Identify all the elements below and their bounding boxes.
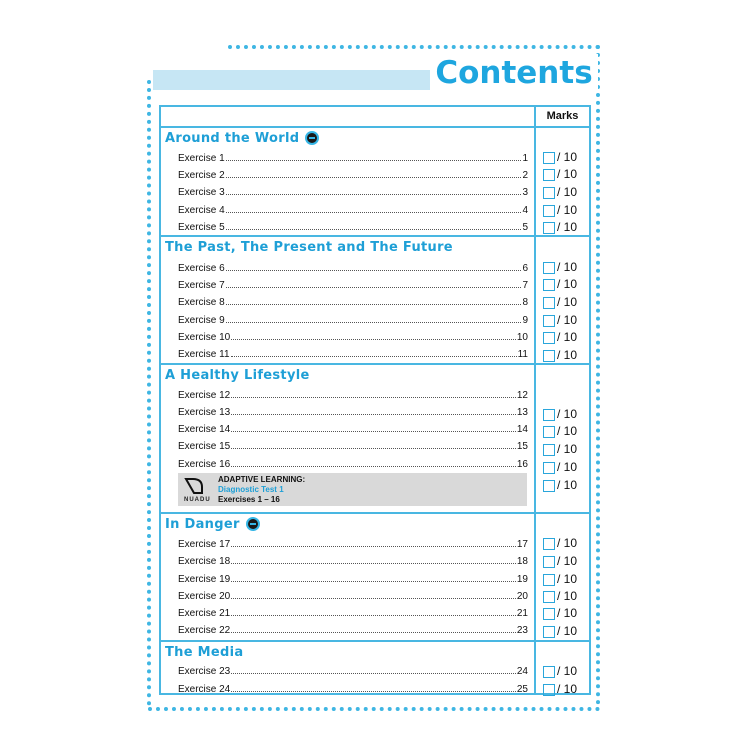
exercise-label: Exercise 5 [178, 222, 225, 233]
page-number: 16 [516, 459, 528, 470]
exercise-label: Exercise 9 [178, 315, 225, 326]
page-number: 20 [516, 591, 528, 602]
exercise-row [178, 310, 528, 326]
mark-checkbox[interactable] [543, 426, 555, 438]
exercise-row [178, 292, 528, 308]
exercise-label: Exercise 21 [178, 608, 231, 619]
exercise-row [178, 402, 528, 418]
dot-leader [231, 632, 516, 633]
exercise-label: Exercise 18 [178, 556, 231, 567]
marks-column-divider [534, 105, 536, 695]
mark-entry [543, 552, 593, 568]
mark-entry [543, 440, 593, 456]
section-title-text: In Danger [165, 517, 240, 532]
exercise-label: Exercise 10 [178, 332, 231, 343]
exercise-row [178, 586, 528, 602]
exercise-row [178, 258, 528, 274]
mark-entry [543, 405, 593, 421]
dot-leader [231, 466, 516, 467]
page-number: 1 [522, 153, 528, 164]
section-title-text: The Past, The Present and The Future [165, 240, 453, 255]
exercise-row [178, 385, 528, 401]
mark-entry [543, 476, 593, 492]
section-divider [159, 363, 591, 365]
mark-out-of: / 10 [557, 185, 578, 199]
adaptive-heading: ADAPTIVE LEARNING: [218, 475, 306, 484]
mark-checkbox[interactable] [543, 462, 555, 474]
mark-out-of: / 10 [557, 295, 578, 309]
page-number: 15 [516, 441, 528, 452]
page-title: Contents [430, 54, 598, 92]
exercise-row [178, 200, 528, 216]
mark-checkbox[interactable] [543, 350, 555, 362]
page-number: 24 [516, 666, 528, 677]
section-title-text: A Healthy Lifestyle [165, 368, 310, 383]
section-divider [159, 640, 591, 642]
mark-out-of: / 10 [557, 536, 578, 550]
mark-out-of: / 10 [557, 589, 578, 603]
dot-leader [231, 339, 516, 340]
mark-checkbox[interactable] [543, 332, 555, 344]
page-number: 2 [522, 170, 528, 181]
page-number: 21 [516, 608, 528, 619]
globe-icon [246, 517, 260, 531]
exercise-row [178, 344, 528, 360]
exercise-label: Exercise 6 [178, 263, 225, 274]
mark-entry [543, 587, 593, 603]
section-title [165, 645, 243, 660]
page-number: 14 [516, 424, 528, 435]
exercise-label: Exercise 20 [178, 591, 231, 602]
mark-checkbox[interactable] [543, 480, 555, 492]
mark-checkbox[interactable] [543, 574, 555, 586]
exercise-row [178, 534, 528, 550]
mark-entry [543, 183, 593, 199]
exercise-row [178, 165, 528, 181]
mark-checkbox[interactable] [543, 608, 555, 620]
mark-out-of: / 10 [557, 478, 578, 492]
section-title [165, 517, 260, 532]
mark-out-of: / 10 [557, 277, 578, 291]
dot-leader [226, 212, 522, 213]
mark-out-of: / 10 [557, 424, 578, 438]
dot-leader [231, 356, 517, 357]
page-number: 17 [516, 539, 528, 550]
mark-checkbox[interactable] [543, 222, 555, 234]
dot-leader [226, 322, 522, 323]
exercise-label: Exercise 2 [178, 170, 225, 181]
mark-out-of: / 10 [557, 624, 578, 638]
dot-leader [226, 229, 522, 230]
dotted-border-right [596, 45, 604, 705]
mark-out-of: / 10 [557, 220, 578, 234]
exercise-label: Exercise 23 [178, 666, 231, 677]
mark-entry [543, 258, 593, 274]
exercise-label: Exercise 22 [178, 625, 231, 636]
dot-leader [231, 673, 516, 674]
dot-leader [231, 563, 516, 564]
adaptive-learning-box [178, 473, 527, 506]
dot-leader [231, 615, 516, 616]
section-title [165, 240, 453, 255]
mark-checkbox[interactable] [543, 187, 555, 199]
mark-out-of: / 10 [557, 407, 578, 421]
adaptive-exercises: Exercises 1 – 16 [218, 495, 280, 504]
mark-entry [543, 458, 593, 474]
exercise-label: Exercise 17 [178, 539, 231, 550]
mark-out-of: / 10 [557, 606, 578, 620]
mark-out-of: / 10 [557, 554, 578, 568]
nuadu-logo-icon [184, 477, 204, 495]
dot-leader [231, 448, 516, 449]
exercise-label: Exercise 19 [178, 574, 231, 585]
mark-entry [543, 422, 593, 438]
page-number: 10 [516, 332, 528, 343]
mark-checkbox[interactable] [543, 205, 555, 217]
exercise-row [178, 454, 528, 470]
exercise-label: Exercise 1 [178, 153, 225, 164]
exercise-row [178, 327, 528, 343]
page-number: 5 [522, 222, 528, 233]
exercise-label: Exercise 7 [178, 280, 225, 291]
mark-entry [543, 275, 593, 291]
exercise-label: Exercise 4 [178, 205, 225, 216]
exercise-row [178, 551, 528, 567]
section-divider [159, 235, 591, 237]
mark-entry [543, 311, 593, 327]
mark-checkbox[interactable] [543, 169, 555, 181]
mark-checkbox[interactable] [543, 279, 555, 291]
dotted-border-top [228, 45, 600, 54]
mark-checkbox[interactable] [543, 538, 555, 550]
mark-out-of: / 10 [557, 442, 578, 456]
mark-entry [543, 293, 593, 309]
mark-out-of: / 10 [557, 330, 578, 344]
mark-entry [543, 680, 593, 696]
header-divider [159, 126, 591, 128]
mark-out-of: / 10 [557, 167, 578, 181]
mark-entry [543, 148, 593, 164]
exercise-row [178, 275, 528, 291]
mark-entry [543, 604, 593, 620]
globe-icon [305, 131, 319, 145]
dot-leader [231, 431, 516, 432]
mark-out-of: / 10 [557, 150, 578, 164]
adaptive-brand: NUADU [184, 497, 211, 503]
mark-out-of: / 10 [557, 682, 578, 696]
exercise-row [178, 436, 528, 452]
adaptive-subtitle: Diagnostic Test 1 [218, 485, 284, 494]
dot-leader [226, 194, 522, 195]
section-title [165, 131, 319, 146]
mark-entry [543, 570, 593, 586]
exercise-label: Exercise 24 [178, 684, 231, 695]
mark-out-of: / 10 [557, 260, 578, 274]
dot-leader [226, 287, 522, 288]
mark-checkbox[interactable] [543, 297, 555, 309]
mark-entry [543, 662, 593, 678]
mark-checkbox[interactable] [543, 591, 555, 603]
dot-leader [226, 177, 522, 178]
exercise-row [178, 148, 528, 164]
page-number: 6 [522, 263, 528, 274]
exercise-label: Exercise 8 [178, 297, 225, 308]
exercise-row [178, 603, 528, 619]
page-number: 19 [516, 574, 528, 585]
mark-entry [543, 165, 593, 181]
mark-out-of: / 10 [557, 460, 578, 474]
page-number: 18 [516, 556, 528, 567]
mark-out-of: / 10 [557, 664, 578, 678]
dot-leader [231, 598, 516, 599]
exercise-row [178, 679, 528, 695]
section-title-text: The Media [165, 645, 244, 660]
page-number: 25 [516, 684, 528, 695]
exercise-row [178, 620, 528, 636]
exercise-label: Exercise 12 [178, 390, 231, 401]
exercise-label: Exercise 11 [178, 349, 230, 360]
dot-leader [231, 397, 516, 398]
mark-checkbox[interactable] [543, 152, 555, 164]
page-number: 12 [516, 390, 528, 401]
mark-entry [543, 346, 593, 362]
mark-checkbox[interactable] [543, 556, 555, 568]
page-number: 11 [517, 349, 528, 360]
mark-entry [543, 622, 593, 638]
exercise-row [178, 569, 528, 585]
dot-leader [231, 691, 516, 692]
page-number: 23 [516, 625, 528, 636]
exercise-label: Exercise 3 [178, 187, 225, 198]
mark-out-of: / 10 [557, 572, 578, 586]
exercise-row [178, 419, 528, 435]
mark-checkbox[interactable] [543, 626, 555, 638]
mark-checkbox[interactable] [543, 666, 555, 678]
exercise-label: Exercise 15 [178, 441, 231, 452]
page-number: 4 [522, 205, 528, 216]
mark-checkbox[interactable] [543, 262, 555, 274]
mark-checkbox[interactable] [543, 444, 555, 456]
mark-checkbox[interactable] [543, 409, 555, 421]
section-title [165, 368, 310, 383]
mark-checkbox[interactable] [543, 684, 555, 696]
mark-entry [543, 218, 593, 234]
dot-leader [231, 546, 516, 547]
dot-leader [226, 304, 522, 305]
dot-leader [226, 270, 522, 271]
exercise-row [178, 661, 528, 677]
exercise-label: Exercise 14 [178, 424, 231, 435]
exercise-label: Exercise 16 [178, 459, 231, 470]
page-number: 13 [516, 407, 528, 418]
mark-checkbox[interactable] [543, 315, 555, 327]
dot-leader [231, 414, 516, 415]
mark-entry [543, 328, 593, 344]
mark-entry [543, 534, 593, 550]
exercise-row [178, 217, 528, 233]
exercise-label: Exercise 13 [178, 407, 231, 418]
dot-leader [226, 160, 522, 161]
marks-header: Marks [546, 110, 579, 122]
mark-out-of: / 10 [557, 203, 578, 217]
mark-out-of: / 10 [557, 313, 578, 327]
mark-entry [543, 201, 593, 217]
section-divider [159, 512, 591, 514]
dotted-border-bottom [148, 707, 600, 716]
page-number: 3 [522, 187, 528, 198]
dot-leader [231, 581, 516, 582]
page-number: 8 [522, 297, 528, 308]
page-number: 9 [522, 315, 528, 326]
section-title-text: Around the World [165, 131, 300, 146]
exercise-row [178, 182, 528, 198]
mark-out-of: / 10 [557, 348, 578, 362]
dotted-border-left [147, 80, 155, 706]
page-number: 7 [522, 280, 528, 291]
